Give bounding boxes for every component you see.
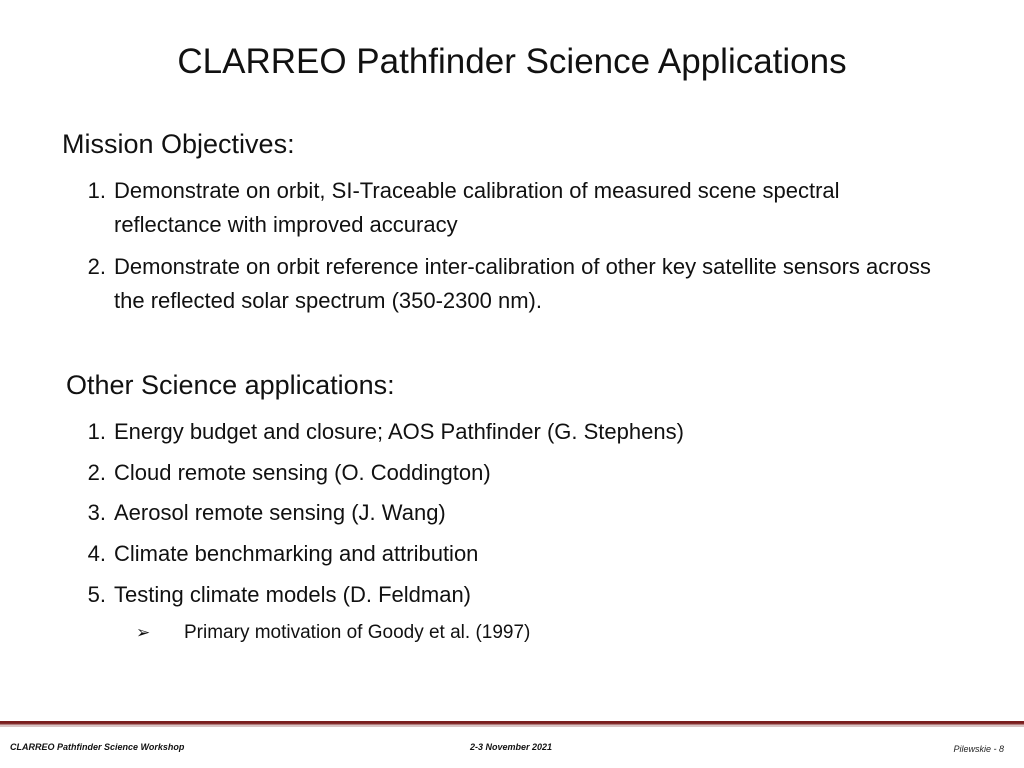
list-item-text: Cloud remote sensing (O. Coddington) xyxy=(114,460,491,485)
list-item-text: Testing climate models (D. Feldman) xyxy=(114,582,472,607)
list-item-text: Climate benchmarking and attribution xyxy=(114,541,479,566)
footer-page-number: Pilewskie - 8 xyxy=(953,744,1004,754)
footer-date: 2-3 November 2021 xyxy=(470,742,553,752)
list-item-text: Energy budget and closure; AOS Pathfinder (G. Stephens) xyxy=(114,419,684,444)
list-number: 1. xyxy=(87,178,106,203)
list-number: 5. xyxy=(87,582,106,607)
list-item-text: Demonstrate on orbit, SI-Traceable calibration of measured scene spectral reflectance with improved accuracy xyxy=(114,178,840,237)
list-number: 2. xyxy=(87,254,106,279)
list-number: 3. xyxy=(87,500,106,525)
list-number: 2. xyxy=(87,460,106,485)
list-number: 1. xyxy=(87,419,106,444)
other-science-heading: Other Science applications: xyxy=(66,370,395,400)
slide-title: CLARREO Pathfinder Science Applications xyxy=(177,42,847,81)
footer-workshop: CLARREO Pathfinder Science Workshop xyxy=(10,742,185,752)
footer-divider-shadow xyxy=(0,725,1024,727)
mission-objectives-heading: Mission Objectives: xyxy=(62,129,295,159)
arrow-bullet-icon: ➢ xyxy=(136,623,151,642)
list-number: 4. xyxy=(87,541,106,566)
list-item-text: Aerosol remote sensing (J. Wang) xyxy=(114,500,446,525)
list-item-text: Demonstrate on orbit reference inter-calibration of other key satellite sensors across the reflected solar spectrum (350-2300 nm). xyxy=(114,254,931,313)
sub-bullet-text: Primary motivation of Goody et al. (1997) xyxy=(184,622,531,643)
